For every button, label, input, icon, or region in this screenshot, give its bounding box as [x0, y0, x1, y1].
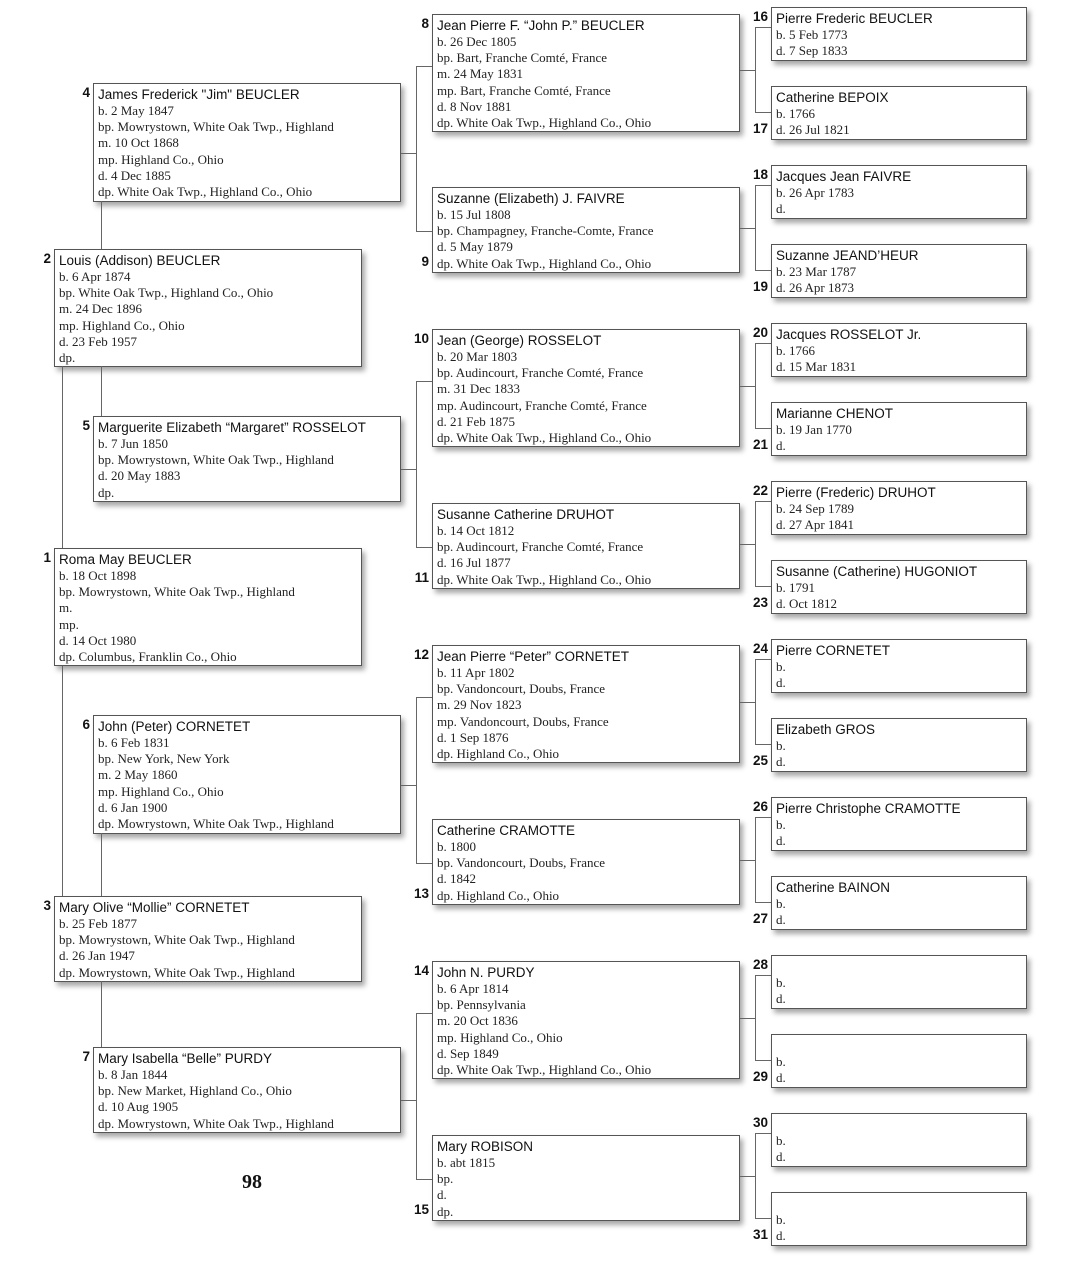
connector-line: [755, 1060, 771, 1061]
person-box-29: [771, 1034, 1027, 1088]
person-number: 20: [752, 325, 768, 340]
person-box-10: [432, 329, 740, 447]
person-detail: d. Sep 1849: [437, 1045, 499, 1061]
person-box-4: [93, 83, 401, 202]
connector-line: [740, 544, 755, 545]
person-name: John N. PURDY: [437, 965, 535, 980]
person-detail: d. 4 Dec 1885: [98, 167, 171, 183]
person-detail: d. 16 Jul 1877: [437, 555, 511, 571]
person-box-6: [93, 715, 401, 834]
person-detail: d. 23 Feb 1957: [59, 333, 137, 349]
connector-line: [755, 817, 771, 818]
person-detail: d. 5 May 1879: [437, 239, 513, 255]
person-detail: m. 24 Dec 1896: [59, 301, 143, 317]
person-detail: bp. Audincourt, Franche Comté, France: [437, 365, 644, 381]
person-name: Susanne Catherine DRUHOT: [437, 507, 615, 522]
person-detail: b. 8 Jan 1844: [98, 1067, 168, 1082]
person-detail: dp.: [437, 1203, 454, 1219]
person-number: 14: [413, 963, 429, 978]
person-detail: b. 6 Apr 1874: [59, 269, 131, 284]
person-name: Catherine BAINON: [776, 880, 891, 895]
person-name: Suzanne (Elizabeth) J. FAIVRE: [437, 191, 625, 206]
person-detail: d.: [776, 1149, 786, 1165]
connector-line: [755, 27, 756, 112]
person-name: Pierre (Frederic) DRUHOT: [776, 485, 936, 500]
person-detail: bp. Audincourt, Franche Comté, France: [437, 539, 644, 555]
person-detail: b. 20 Mar 1803: [437, 349, 518, 364]
person-detail: m. 20 Oct 1836: [437, 1013, 518, 1029]
person-number: 4: [82, 85, 90, 100]
page-number: 98: [242, 1171, 262, 1193]
connector-line: [740, 1018, 755, 1019]
person-detail: b.: [776, 659, 786, 674]
person-detail: d. 20 May 1883: [98, 468, 181, 484]
person-detail: d.: [776, 438, 786, 454]
person-detail: m. 24 May 1831: [437, 66, 523, 82]
person-detail: d. 14 Oct 1980: [59, 632, 137, 648]
person-detail: d.: [437, 1187, 447, 1203]
person-detail: bp. New Market, Highland Co., Ohio: [98, 1083, 292, 1099]
person-detail: d. 26 Apr 1873: [776, 280, 854, 296]
person-detail: b. 25 Feb 1877: [59, 916, 137, 931]
person-number: 21: [752, 437, 768, 452]
connector-line: [416, 1013, 417, 1179]
person-number: 16: [752, 9, 768, 24]
connector-line: [755, 1133, 756, 1218]
person-number: 31: [752, 1227, 768, 1242]
person-name: Pierre CORNETET: [776, 643, 891, 658]
person-detail: d. 26 Jul 1821: [776, 122, 850, 138]
person-number: 26: [752, 799, 768, 814]
connector-line: [755, 112, 771, 113]
person-box-5: [93, 416, 401, 502]
person-number: 11: [414, 570, 429, 585]
person-box-17: [771, 86, 1027, 140]
connector-line: [755, 343, 771, 344]
person-name: Louis (Addison) BEUCLER: [59, 253, 221, 268]
connector-line: [416, 231, 432, 232]
person-box-20: [771, 323, 1027, 377]
person-detail: b.: [776, 1054, 786, 1069]
person-name: [776, 958, 1026, 975]
person-detail: b. abt 1815: [437, 1155, 496, 1170]
person-detail: b. 5 Feb 1773: [776, 27, 848, 42]
connector-line: [755, 27, 771, 28]
connector-line: [401, 469, 416, 470]
person-box-18: [771, 165, 1027, 219]
person-detail: b. 14 Oct 1812: [437, 523, 515, 538]
person-detail: b. 23 Mar 1787: [776, 264, 857, 279]
person-name: Marguerite Elizabeth “Margaret” ROSSELOT: [98, 420, 366, 435]
connector-line: [755, 343, 756, 428]
connector-line: [755, 185, 756, 270]
person-detail: m. 10 Oct 1868: [98, 135, 179, 151]
person-detail: b. 26 Apr 1783: [776, 185, 854, 200]
person-name: Catherine BEPOIX: [776, 90, 889, 105]
person-box-28: [771, 955, 1027, 1009]
connector-line: [755, 817, 756, 902]
connector-line: [416, 863, 432, 864]
person-detail: m. 31 Dec 1833: [437, 381, 521, 397]
person-box-16: [771, 7, 1027, 61]
person-detail: d. Oct 1812: [776, 596, 838, 612]
person-name: Jean Pierre F. “John P.” BEUCLER: [437, 18, 645, 33]
person-name: Jacques Jean FAIVRE: [776, 169, 912, 184]
person-detail: dp. White Oak Twp., Highland Co., Ohio: [437, 571, 652, 587]
person-detail: b. 18 Oct 1898: [59, 568, 137, 583]
person-detail: m. 2 May 1860: [98, 767, 178, 783]
person-number: 28: [752, 957, 768, 972]
person-detail: bp.: [437, 1171, 454, 1187]
person-name: John (Peter) CORNETET: [98, 719, 251, 734]
person-detail: bp. Mowrystown, White Oak Twp., Highland: [59, 584, 295, 600]
connector-line: [401, 153, 416, 154]
person-detail: bp. Vandoncourt, Doubs, France: [437, 855, 606, 871]
connector-line: [740, 860, 755, 861]
person-detail: bp. Vandoncourt, Doubs, France: [437, 681, 606, 697]
person-name: Pierre Christophe CRAMOTTE: [776, 801, 961, 816]
person-number: 29: [752, 1069, 768, 1084]
person-name: [776, 1037, 1026, 1054]
person-number: 10: [413, 331, 429, 346]
person-box-23: [771, 560, 1027, 614]
person-box-24: [771, 639, 1027, 693]
person-box-9: [432, 187, 740, 273]
person-detail: dp. White Oak Twp., Highland Co., Ohio: [437, 1062, 652, 1078]
connector-line: [101, 201, 102, 249]
person-detail: d. 27 Apr 1841: [776, 517, 854, 533]
person-detail: b.: [776, 975, 786, 990]
person-number: 27: [752, 911, 768, 926]
person-number: 12: [413, 647, 429, 662]
person-number: 30: [752, 1115, 768, 1130]
person-detail: b. 19 Jan 1770: [776, 422, 852, 437]
person-name: Susanne (Catherine) HUGONIOT: [776, 564, 978, 579]
person-box-21: [771, 402, 1027, 456]
person-detail: mp. Highland Co., Ohio: [98, 783, 224, 799]
person-name: Catherine CRAMOTTE: [437, 823, 576, 838]
person-detail: dp. White Oak Twp., Highland Co., Ohio: [437, 430, 652, 446]
person-name: Jean (George) ROSSELOT: [437, 333, 602, 348]
person-box-19: [771, 244, 1027, 298]
person-detail: mp.: [59, 616, 79, 632]
person-detail: d.: [776, 675, 786, 691]
connector-line: [755, 659, 771, 660]
person-number: 24: [752, 641, 768, 656]
person-box-12: [432, 645, 740, 763]
connector-line: [740, 70, 755, 71]
person-detail: b.: [776, 817, 786, 832]
connector-line: [755, 659, 756, 744]
connector-line: [101, 366, 102, 416]
person-number: 8: [421, 16, 429, 31]
person-number: 17: [752, 121, 768, 136]
connector-line: [401, 1100, 416, 1101]
person-detail: b. 6 Apr 1814: [437, 981, 509, 996]
person-box-2: [54, 249, 362, 367]
connector-line: [416, 66, 417, 231]
person-detail: b. 1766: [776, 106, 815, 121]
person-detail: d. 10 Aug 1905: [98, 1099, 179, 1115]
person-detail: d.: [776, 201, 786, 217]
connector-line: [62, 366, 63, 548]
person-detail: dp. Highland Co., Ohio: [437, 746, 560, 762]
connector-line: [755, 1133, 771, 1134]
connector-line: [416, 697, 417, 863]
person-box-1: [54, 548, 362, 666]
person-detail: mp. Highland Co., Ohio: [98, 151, 224, 167]
person-detail: d.: [776, 991, 786, 1007]
person-detail: b. 7 Jun 1850: [98, 436, 169, 451]
person-number: 7: [82, 1049, 90, 1064]
person-detail: b. 15 Jul 1808: [437, 207, 511, 222]
person-box-30: [771, 1113, 1027, 1167]
person-detail: d. 26 Jan 1947: [59, 948, 135, 964]
connector-line: [755, 501, 771, 502]
person-number: 15: [413, 1202, 429, 1217]
person-detail: dp. Columbus, Franklin Co., Ohio: [59, 649, 237, 665]
person-box-27: [771, 876, 1027, 930]
person-detail: b. 1800: [437, 839, 476, 854]
person-detail: mp. Highland Co., Ohio: [437, 1029, 563, 1045]
connector-line: [101, 833, 102, 896]
person-detail: bp. New York, New York: [98, 751, 230, 767]
person-detail: b. 11 Apr 1802: [437, 665, 515, 680]
person-detail: dp. Mowrystown, White Oak Twp., Highland: [59, 964, 295, 980]
person-name: Suzanne JEAND’HEUR: [776, 248, 919, 263]
person-box-14: [432, 961, 740, 1079]
connector-line: [755, 975, 771, 976]
person-number: 23: [752, 595, 768, 610]
person-number: 9: [421, 254, 429, 269]
connector-line: [416, 1179, 432, 1180]
person-detail: b. 6 Feb 1831: [98, 735, 170, 750]
person-detail: mp. Vandoncourt, Doubs, France: [437, 713, 609, 729]
connector-line: [740, 386, 755, 387]
person-detail: dp. Mowrystown, White Oak Twp., Highland: [98, 1115, 334, 1131]
connector-line: [755, 185, 771, 186]
connector-line: [416, 381, 432, 382]
person-detail: d.: [776, 754, 786, 770]
connector-line: [416, 381, 417, 547]
person-number: 19: [752, 279, 768, 294]
person-detail: dp. White Oak Twp., Highland Co., Ohio: [437, 115, 652, 131]
person-detail: d.: [776, 1228, 786, 1244]
person-detail: mp. Highland Co., Ohio: [59, 317, 185, 333]
person-box-8: [432, 14, 740, 132]
connector-line: [62, 666, 63, 896]
person-number: 1: [43, 550, 51, 565]
person-detail: d. 15 Mar 1831: [776, 359, 857, 375]
connector-line: [755, 270, 771, 271]
person-detail: d.: [776, 912, 786, 928]
person-box-25: [771, 718, 1027, 772]
person-detail: d. 6 Jan 1900: [98, 799, 168, 815]
person-name: Roma May BEUCLER: [59, 552, 192, 567]
person-detail: b. 26 Dec 1805: [437, 34, 517, 49]
person-number: 3: [43, 898, 51, 913]
person-name: Elizabeth GROS: [776, 722, 876, 737]
person-detail: mp. Bart, Franche Comté, France: [437, 82, 611, 98]
person-detail: b. 1791: [776, 580, 815, 595]
connector-line: [416, 697, 432, 698]
person-detail: d.: [776, 833, 786, 849]
person-detail: bp. White Oak Twp., Highland Co., Ohio: [59, 285, 274, 301]
person-box-11: [432, 503, 740, 589]
person-name: James Frederick "Jim" BEUCLER: [98, 87, 300, 102]
connector-line: [416, 66, 432, 67]
person-box-22: [771, 481, 1027, 535]
person-detail: dp. White Oak Twp., Highland Co., Ohio: [437, 255, 652, 271]
person-detail: dp.: [59, 350, 76, 366]
person-name: Mary Isabella “Belle” PURDY: [98, 1051, 273, 1066]
person-number: 22: [752, 483, 768, 498]
person-box-3: [54, 896, 362, 982]
connector-line: [101, 981, 102, 1047]
connector-line: [755, 501, 756, 586]
connector-line: [755, 744, 771, 745]
person-number: 25: [752, 753, 768, 768]
person-number: 5: [82, 418, 90, 433]
person-name: [776, 1116, 1026, 1133]
person-detail: bp. Champagney, Franche-Comte, France: [437, 223, 654, 239]
person-detail: bp. Mowrystown, White Oak Twp., Highland: [98, 452, 334, 468]
person-detail: dp. Highland Co., Ohio: [437, 887, 560, 903]
person-detail: bp. Bart, Franche Comté, France: [437, 50, 608, 66]
person-number: 18: [752, 167, 768, 182]
person-box-15: [432, 1135, 740, 1221]
person-detail: b. 1766: [776, 343, 815, 358]
person-box-26: [771, 797, 1027, 851]
connector-line: [416, 547, 432, 548]
person-detail: d. 21 Feb 1875: [437, 413, 515, 429]
connector-line: [755, 586, 771, 587]
person-detail: b. 24 Sep 1789: [776, 501, 854, 516]
connector-line: [740, 228, 755, 229]
person-detail: bp. Mowrystown, White Oak Twp., Highland: [59, 932, 295, 948]
person-detail: dp.: [98, 484, 115, 500]
person-name: Marianne CHENOT: [776, 406, 894, 421]
connector-line: [401, 785, 416, 786]
person-name: Mary ROBISON: [437, 1139, 534, 1154]
person-detail: d.: [776, 1070, 786, 1086]
person-detail: b. 2 May 1847: [98, 103, 174, 118]
person-detail: m. 29 Nov 1823: [437, 697, 522, 713]
connector-line: [755, 428, 771, 429]
person-detail: d. 1 Sep 1876: [437, 729, 509, 745]
person-name: Jean Pierre “Peter” CORNETET: [437, 649, 630, 664]
person-detail: m.: [59, 600, 73, 616]
connector-line: [740, 1176, 755, 1177]
connector-line: [755, 975, 756, 1060]
person-detail: dp. Mowrystown, White Oak Twp., Highland: [98, 816, 334, 832]
person-box-7: [93, 1047, 401, 1133]
person-detail: bp. Pennsylvania: [437, 997, 526, 1013]
person-detail: bp. Mowrystown, White Oak Twp., Highland: [98, 119, 334, 135]
person-name: Jacques ROSSELOT Jr.: [776, 327, 922, 342]
person-detail: mp. Audincourt, Franche Comté, France: [437, 397, 647, 413]
person-number: 2: [43, 251, 51, 266]
connector-line: [755, 902, 771, 903]
connector-line: [416, 1013, 432, 1014]
person-detail: b.: [776, 1212, 786, 1227]
person-detail: b.: [776, 896, 786, 911]
person-name: Pierre Frederic BEUCLER: [776, 11, 933, 26]
person-box-13: [432, 819, 740, 905]
person-number: 6: [82, 717, 90, 732]
person-detail: d. 8 Nov 1881: [437, 98, 512, 114]
person-detail: d. 7 Sep 1833: [776, 43, 848, 59]
person-box-31: [771, 1192, 1027, 1246]
person-detail: d. 1842: [437, 871, 476, 887]
connector-line: [740, 702, 755, 703]
person-detail: dp. White Oak Twp., Highland Co., Ohio: [98, 184, 313, 200]
person-detail: b.: [776, 738, 786, 753]
person-name: [776, 1195, 1026, 1212]
person-detail: b.: [776, 1133, 786, 1148]
person-number: 13: [413, 886, 429, 901]
person-name: Mary Olive “Mollie” CORNETET: [59, 900, 250, 915]
connector-line: [755, 1218, 771, 1219]
